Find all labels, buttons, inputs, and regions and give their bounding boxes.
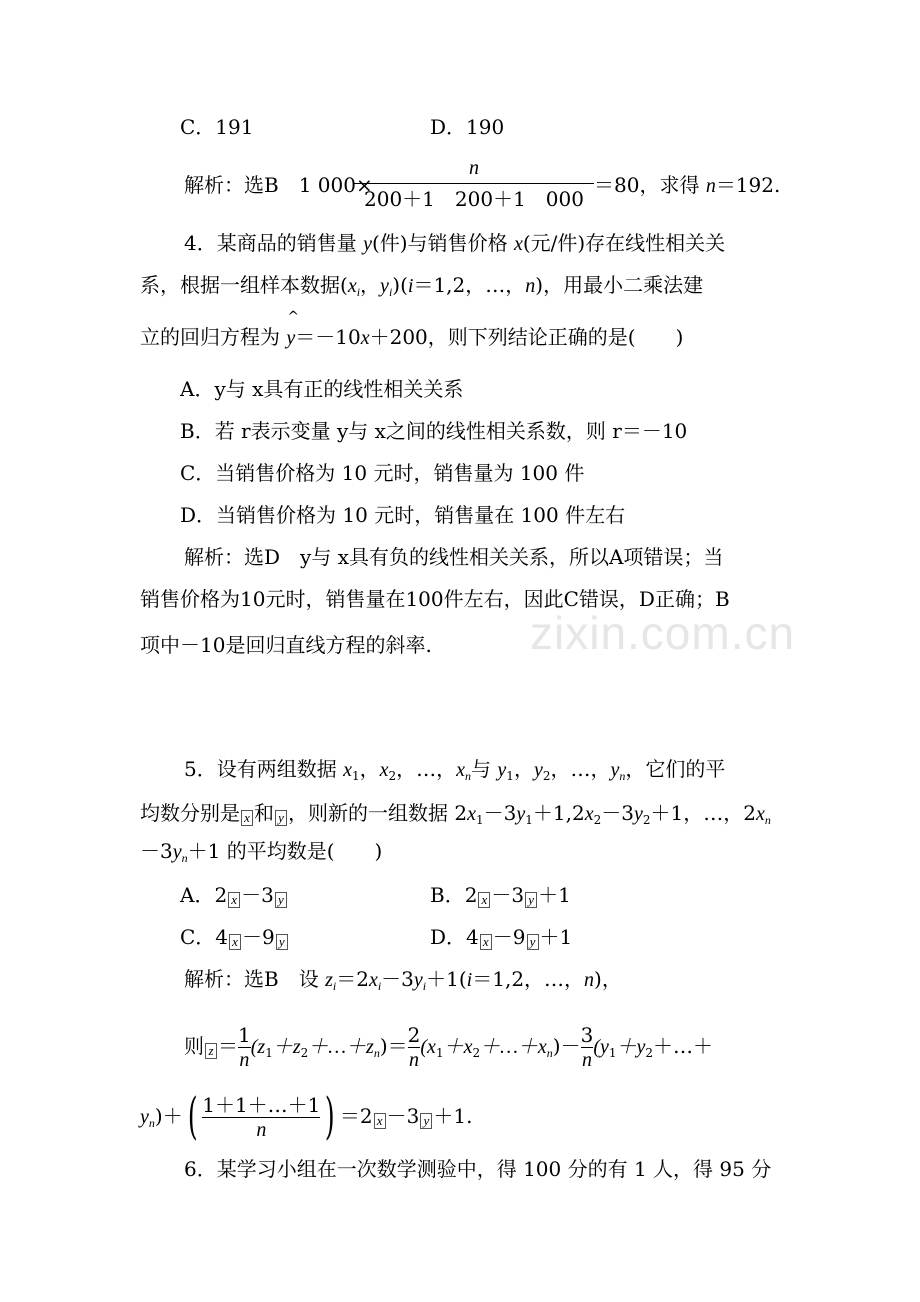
watermark: zixin.com.cn (530, 607, 796, 659)
q3-solution-tail: ＝80，求得 n＝192. (594, 173, 781, 197)
q4-option-b: B．若 r表示变量 y与 x之间的线性相关系数，则 r＝－10 (180, 419, 688, 443)
q5-option-c: C．4 x －9 y (180, 922, 289, 952)
frac-ones-over-n: $\frac{1+1+\dots+1}{n}$ (202, 1093, 321, 1141)
q5-solution-1: 解析：选B 设 $z_i=2x_i-3y_i+1(i=1,2$，…，n)， (184, 967, 622, 993)
q3-fraction: n 200＋1 200＋1 000 (354, 156, 594, 211)
q4-option-d: D．当销售价格为 10 元时，销售量在 100 件左右 (180, 503, 626, 527)
q5-line2: 均数分别是 x 和 y ，则新的一组数据 $2x_1-3y_1+1,2x_2-3y_2+1$，…，$2x_n$ (140, 801, 771, 827)
q5-line3: $-3y_n+1$ 的平均数是( ) (140, 839, 383, 865)
q4-line2: 系，根据一组样本数据($x_i$，$y_i)(i=1,2$，…，n)，用最小二乘法建 (140, 273, 704, 299)
q5-option-b: B．2 x －3 y ＋1 (430, 883, 571, 907)
q5-solution-2: 则 z ＝ $\frac{1}{n}$ $(z_1+z_2+\dots+z_n)=$ $\frac{2}{n}$ $(x_1+x_2+\dots+x_n)-$ $\frac{3}{n}$ ($y_1+y_2+\dots+$ (184, 1023, 714, 1071)
frac-1-over-n: $\frac{1}{n}$ (238, 1023, 251, 1071)
q4-line3: 立的回归方程为 ^ y＝－10x＋200，则下列结论正确的是( ) (140, 309, 684, 349)
q5-option-d: D．4 x －9 y ＋1 (430, 925, 573, 949)
q4-option-c: C．当销售价格为 10 元时，销售量为 100 件 (180, 461, 585, 485)
q4-solution-3: 项中－10是回归直线方程的斜率. (140, 633, 432, 657)
frac-2-over-n: $\frac{2}{n}$ (407, 1023, 421, 1071)
option-c: C．191 (180, 115, 254, 139)
q5-option-a: A．2 x －3 y (180, 880, 288, 910)
q3-solution: 解析：选B 1 000× (184, 173, 373, 197)
q4-solution-2: 销售价格为10元时，销售量在100件左右，因此C错误，D正确；B (140, 587, 730, 611)
q4-solution-1: 解析：选D y与 x具有负的线性相关关系，所以A项错误；当 (184, 545, 724, 569)
q4-line1: 4．某商品的销售量 y(件)与销售价格 x(元/件)存在线性相关关 (184, 231, 726, 255)
frac-3-over-n: $\frac{3}{n}$ (580, 1023, 594, 1071)
q5-solution-3: $y_n)+$( $\frac{1+1+\dots+1}{n}$ ) ＝2 x －3 y ＋1. (140, 1087, 473, 1145)
q4-option-a: A．y与 x具有正的线性相关关系 (180, 377, 464, 401)
q5-line1: 5．设有两组数据 $x_1$，$x_2$，…，$x_n$与 $y_1$，$y_2$，…，$y_n$，它们的平 (184, 757, 726, 783)
q6-line1: 6．某学习小组在一次数学测验中，得 100 分的有 1 人，得 95 分 (184, 1157, 772, 1181)
ybar-icon: y (275, 810, 287, 826)
option-d: D．190 (430, 115, 505, 139)
xbar-icon: x (241, 810, 253, 826)
